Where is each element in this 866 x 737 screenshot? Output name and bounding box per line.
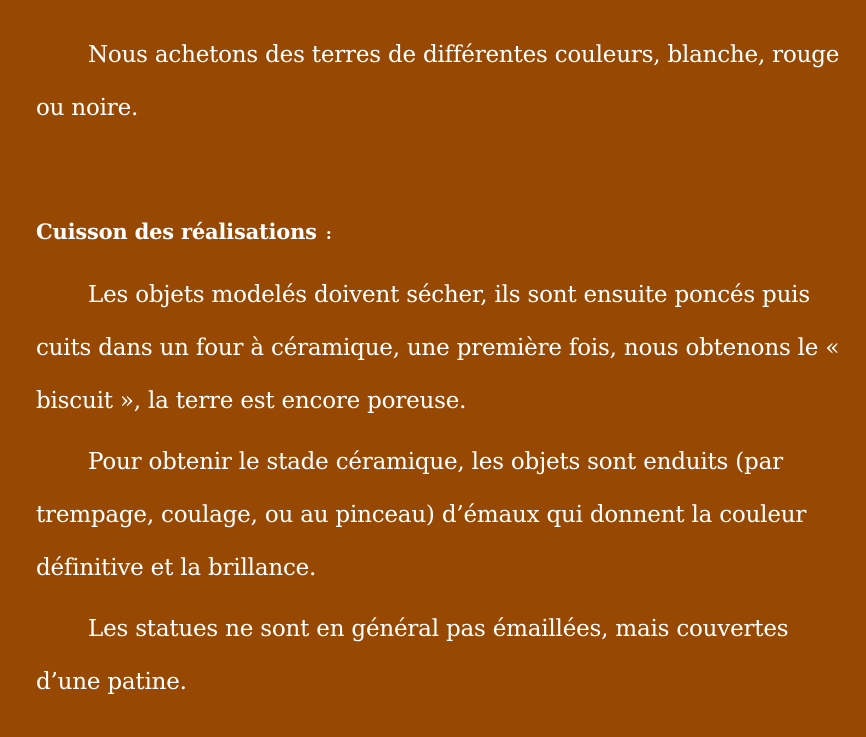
paragraph-glazing: Pour obtenir le stade céramique, les objets sont enduits (par trempage, coulage, ou au pinceau) d’émaux qui donnent la couleur définitive et la brillance. [36, 449, 807, 581]
section-heading-text: Cuisson des réalisations [36, 219, 317, 244]
section-heading [36, 205, 846, 260]
paragraph-clay-colors: Nous achetons des terres de différentes couleurs, blanche, rouge ou noire. [36, 42, 840, 121]
paragraph-statues: Les statues ne sont en général pas émaillées, mais couvertes d’une patine. [36, 616, 789, 695]
spacer [36, 135, 846, 205]
section-heading-colon: : [325, 224, 332, 243]
paragraph-drying-firing: Les objets modelés doivent sécher, ils sont ensuite poncés puis cuits dans un four à céramique, une première fois, nous obtenons le « biscuit », la terre est encore poreuse. [36, 282, 840, 414]
